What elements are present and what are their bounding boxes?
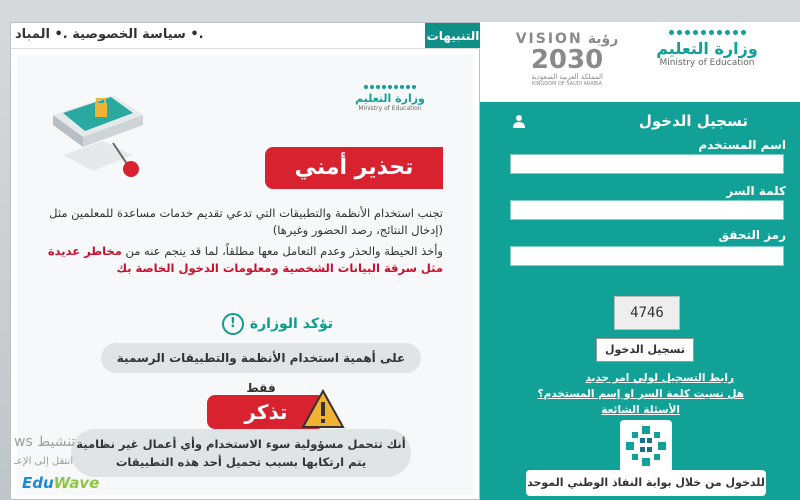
warning-title: تحذير أمني [265,147,443,189]
warning-triangle-icon [301,389,345,429]
moe-name-en: Ministry of Education [358,105,422,112]
moe-logo-ar: وزارة التعليم [656,39,758,58]
remember-title: تذكر [207,395,325,429]
captcha-label: رمز التحقق [718,228,786,242]
user-icon [512,114,526,128]
remember-pill [71,429,411,477]
vision-kingdom-en: KINGDOM OF SAUDI ARABIA [531,81,603,87]
login-title: تسجيل الدخول [638,112,748,130]
eduwave-b: Wave [53,474,100,492]
computer-warning-illustration [43,85,153,185]
moe-dots-icon [642,30,772,35]
vision-2030-logo [512,28,622,87]
vision-kingdom-ar: المملكة العربية السعودية [531,73,603,81]
moe-logo [642,30,772,68]
header-logos [480,22,800,102]
alerts-panel [10,22,480,500]
news-ticker [11,23,481,49]
moe-name-ar: وزارة التعليم [355,92,425,105]
login-button[interactable]: تسجيل الدخول [596,338,694,362]
ticker-label: التنبيهات [425,23,481,49]
exclamation-icon: ! [222,313,244,335]
password-label: كلمة السر [726,184,786,198]
assert-text: تؤكد الوزارة [249,316,333,332]
moe-dots-icon [345,85,435,89]
paragraph-2a: وأخذ الحيطة والحذر وعدم التعامل معها مطلقاً، لما قد ينجم عنه من [125,244,443,258]
eduwave-a: Edu [22,474,54,492]
nafath-logo-icon [620,420,672,472]
ministry-assert [222,313,333,335]
remember-line-1: أنك تتحمل مسؤولية سوء الاستخدام وأي أعمال غير نظامية [76,437,406,451]
assert-pill: على أهمية استخدام الأنظمة والتطبيقات الرسمية فقط [101,343,421,373]
username-label: اسم المستخدم [698,138,786,152]
eduwave-logo [22,474,99,492]
password-input[interactable] [510,200,784,220]
vision-label: VISION [515,31,583,47]
activate-windows-text: تنشيط ws [14,434,76,450]
captcha-image: 4746 [614,296,680,330]
paragraph-1: تجنب استخدام الأنظمة والتطبيقات التي تدعي تقديم خدمات مساعدة للمعلمين مثل (إدخال النتائج، رصد الحضور وغيرها) [49,206,443,237]
moe-logo-small [345,85,435,112]
moe-logo-en: Ministry of Education [659,58,755,68]
guardian-register-link[interactable]: رابط التسجيل لولي امر جديد [585,372,734,384]
security-warning-poster [17,55,473,495]
warning-paragraph [43,205,443,277]
activate-windows-subtext: انتقل إلى الإعـ [14,456,74,467]
vision-year: 2030 [530,45,604,75]
paragraph-2b: مخاطر عديدة مثل سرقة البيانات الشخصية ومعلومات الدخول الخاصة بك [47,244,443,275]
login-form [480,102,800,500]
vision-label-ar: رؤية [587,31,619,47]
nafath-login-button[interactable]: للدخول من خلال بوابة النفاذ الوطني الموحد [526,470,766,496]
captcha-input[interactable] [510,246,784,266]
faq-link[interactable]: الأسئلة الشائعة [601,404,680,416]
forgot-password-link[interactable]: هل نسيت كلمة السر او إسم المستخدم؟ [537,388,744,400]
login-panel [480,22,800,500]
ticker-text[interactable]: .• سياسة الخصوصية .• المباد [15,27,204,42]
username-input[interactable] [510,154,784,174]
remember-line-2: يتم ارتكابها بسبب تحميل أحد هذه التطبيقات [115,455,367,469]
